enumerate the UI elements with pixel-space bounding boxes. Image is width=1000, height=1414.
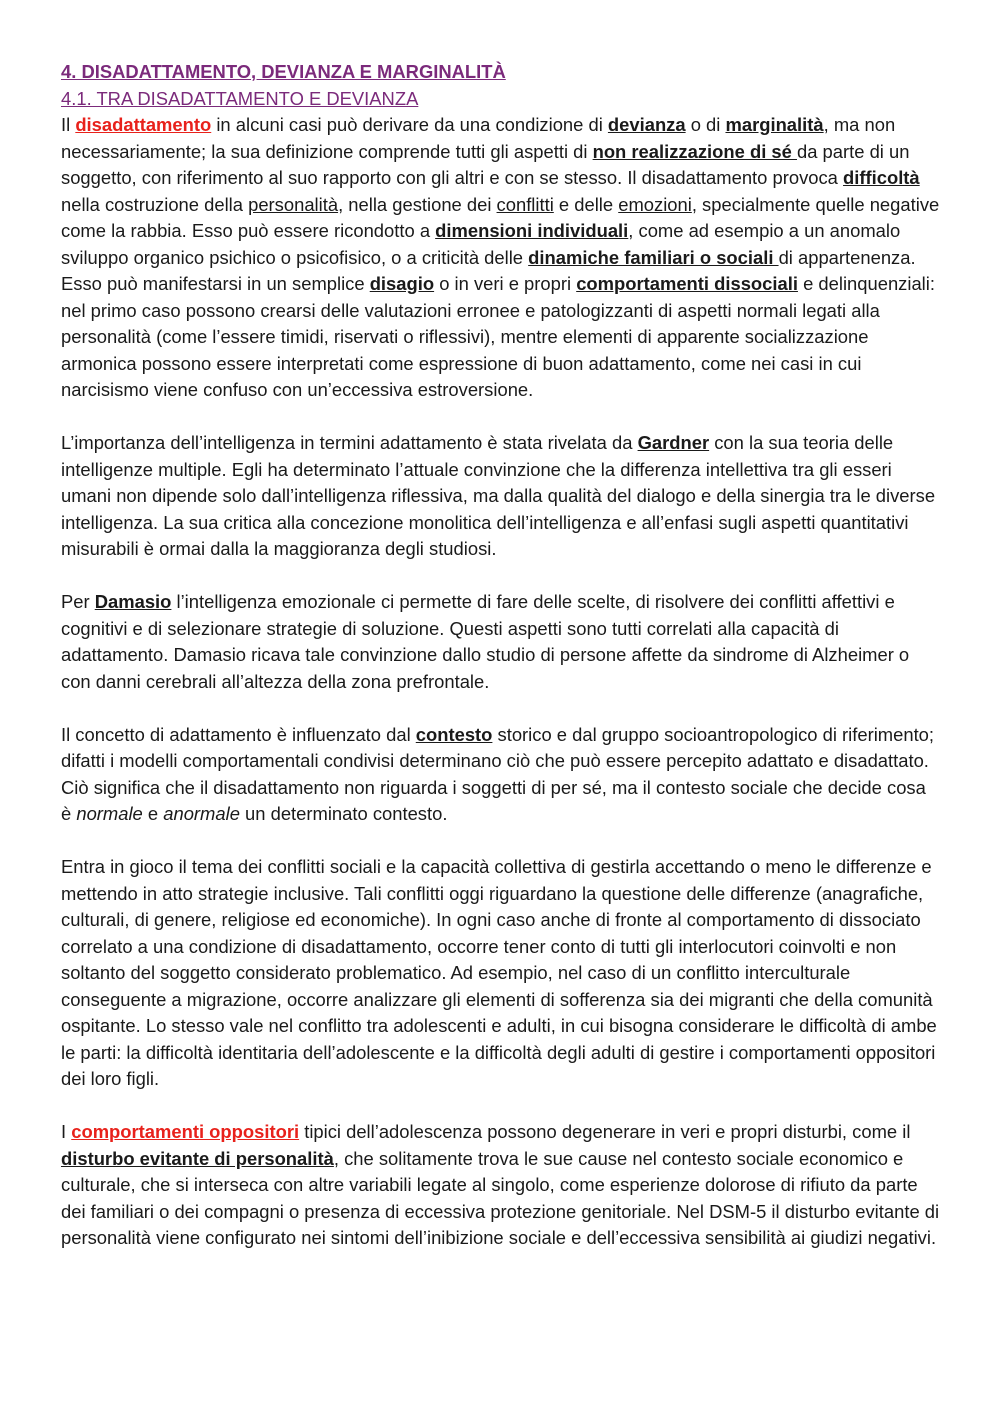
term-emozioni: emozioni — [618, 193, 692, 215]
term-disagio: disagio — [369, 273, 435, 294]
term-comportamenti-oppositori: comportamenti oppositori — [71, 1121, 300, 1142]
term-dinamiche: dinamiche familiari o sociali — [528, 246, 779, 268]
paragraph-contesto: Il concetto di adattamento è influenzato dal contesto storico e dal gruppo socioantropologico di riferimento; difatti i modelli comportamentali condivisi determinano ciò che può essere percepito adattato e disadattato. Ciò significa che il disadattamento non riguarda i soggetti di per sé, ma il contesto sociale che decide cosa è normale e anormale un determinato contesto. — [61, 723, 935, 824]
term-disturbo-evitante: disturbo evitante di personalità — [61, 1147, 334, 1169]
paragraph-damasio: Per Damasio l’intelligenza emozionale ci permette di fare delle scelte, di risolvere dei conflitti affettivi e cognitivi e di selezionare strategie di soluzione. Questi aspetti sono tutti correlati alla capacità di adattamento. Damasio ricava tale convinzione dallo studio di persone affette da sindrome di Alzheimer o con danni cerebrali all’altezza della zona prefrontale. — [61, 591, 910, 692]
paragraph-gardner: L’importanza dell’intelligenza in termini adattamento è stata rivelata da Gardner con la sua teoria delle intelligenze multiple. Egli ha determinato l’attuale convinzione che la differenza intellettiva tra gli esseri umani non dipende solo dall’intelligenza riflessiva, ma dalla qualità del dialogo e della sinergia tra le diverse intelligenza. La sua critica alla concezione monolitica dell’intelligenza e all’enfasi sugli aspetti quantitativi misurabili è ormai dalla la maggioranza degli studiosi. — [61, 432, 936, 559]
term-anormale: anormale — [163, 803, 240, 824]
paragraph-conflitti-sociali: Entra in gioco il tema dei conflitti sociali e la capacità collettiva di gestirla accettando o meno le differenze e mettendo in atto strategie inclusive. Tali conflitti oggi riguardano la questione delle differenze (anagrafiche, culturali, di genere, religiose ed economiche). In ogni caso anche di fronte al comportamento di dissociato correlato a una condizione di disadattamento, occorre tener conto di tutti gli interlocutori coinvolti e non soltanto del soggetto considerato problematico. Ad esempio, nel caso di un conflitto interculturale conseguente a migrazione, occorre analizzare gli elementi di sofferenza sia dei migranti che della comunità ospitante. Lo stesso vale nel conflitto tra adolescenti e adulti, in cui bisogna considerare le difficoltà di ambe le parti: la difficoltà identitaria dell’adolescente e la difficoltà degli adulti di gestire i comportamenti oppositori dei loro figli. — [61, 856, 937, 1089]
term-disadattamento: disadattamento — [75, 114, 212, 135]
term-normale: normale — [76, 803, 143, 824]
paragraph-disadattamento: Il disadattamento in alcuni casi può derivare da una condizione di devianza o di marginalità, ma non necessariamente; la sua definizione comprende tutti gli aspetti di non realizzazione di sé da parte di un soggetto, con riferimento al suo rapporto con gli altri e con se stesso. Il disadattamento provoca difficoltà nella costruzione della personalità, nella gestione dei conflitti e delle emozioni, specialmente quelle negative come la rabbia. Esso può essere ricondotto a dimensioni individuali, come ad esempio a un anomalo sviluppo organico psichico o psicofisico, o a criticità delle dinamiche familiari o sociali di appartenenza. Esso può manifestarsi in un semplice disagio o in veri e propri comportamenti dissociali e delinquenziali: nel primo caso possono crearsi delle valutazioni erronee e patologizzanti di aspetti normali legati alla personalità (come l’essere timidi, riservati o riflessivi), mentre elementi di apparente socializzazione armonica possono essere interpretati come espressione di buon adattamento, come nei casi in cui narcisismo viene confuso con un’eccessiva estroversione. — [61, 114, 940, 400]
term-personalita: personalità — [248, 193, 339, 215]
term-marginalita: marginalità — [725, 114, 824, 135]
term-dimensioni-individuali: dimensioni individuali — [435, 220, 629, 241]
term-devianza: devianza — [607, 114, 686, 135]
term-contesto: contesto — [415, 723, 493, 745]
term-difficolta: difficoltà — [843, 167, 920, 188]
subsection-heading: 4.1. TRA DISADATTAMENTO E DEVIANZA — [61, 87, 419, 109]
term-gardner: Gardner — [637, 432, 710, 453]
paragraph-comportamenti-oppositori: I comportamenti oppositori tipici dell’adolescenza possono degenerare in veri e propri disturbi, come il disturbo evitante di personalità, che solitamente trova le sue cause nel contesto sociale economico e culturale, che si interseca con altre variabili legate al singolo, come esperienze dolorose di rifiuto da parte dei familiari o dei compagni o presenza di eccessiva protezione genitoriale. Nel DSM-5 il disturbo evitante di personalità viene configurato nei sintomi dell’inibizione sociale e dell’eccessiva sensibilità ai giudizi negativi. — [61, 1121, 940, 1248]
section-heading: 4. DISADATTAMENTO, DEVIANZA E MARGINALITÀ — [61, 61, 506, 82]
term-damasio: Damasio — [94, 591, 172, 612]
term-conflitti: conflitti — [496, 193, 554, 215]
document-page — [61, 59, 941, 1252]
term-non-realizzazione: non realizzazione di sé — [592, 140, 797, 162]
term-comportamenti-dissociali: comportamenti dissociali — [576, 273, 798, 294]
